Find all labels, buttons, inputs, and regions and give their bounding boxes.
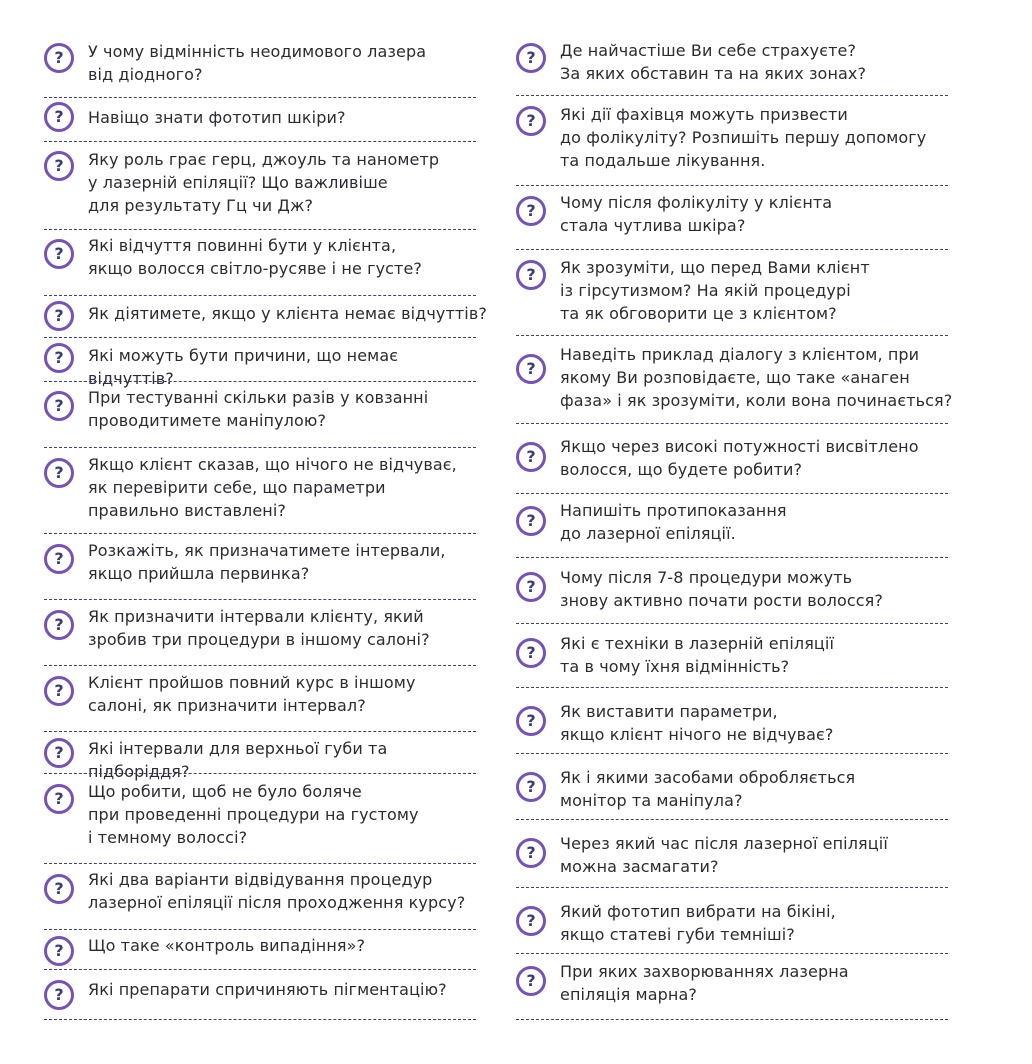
question-mark-glyph: ? xyxy=(526,911,536,930)
question-mark-glyph: ? xyxy=(54,941,64,960)
question-item xyxy=(44,970,476,1020)
question-item xyxy=(516,754,948,820)
question-mark-glyph: ? xyxy=(54,681,64,700)
question-item xyxy=(516,424,948,494)
question-mark-glyph: ? xyxy=(526,111,536,130)
question-item xyxy=(516,820,948,888)
question-mark-glyph: ? xyxy=(54,396,64,415)
question-mark-glyph: ? xyxy=(526,447,536,466)
question-text: Якщо клієнт сказав, що нічого не відчуває, як перевірити себе, що параметри правильно виставлені? xyxy=(88,455,457,520)
question-circle-icon xyxy=(44,676,74,706)
question-item xyxy=(44,666,476,732)
question-text: Де найчастіше Ви себе страхуєте? За яких обставин та на яких зонах? xyxy=(560,41,867,83)
question-mark-glyph: ? xyxy=(54,244,64,263)
question-mark-glyph: ? xyxy=(526,843,536,862)
question-circle-icon xyxy=(516,638,546,668)
question-text: При яких захворюваннях лазерна епіляція марна? xyxy=(560,962,849,1004)
question-circle-icon xyxy=(516,442,546,472)
question-text: Яку роль грає герц, джоуль та нанометр у лазерній епіляції? Що важливіше для результату Гц чи Дж? xyxy=(88,150,440,215)
question-circle-icon xyxy=(44,102,74,132)
question-item xyxy=(516,494,948,558)
question-circle-icon xyxy=(44,458,74,488)
question-circle-icon xyxy=(44,738,74,768)
question-text: Які два варіанти відвідування процедур лазерної епіляції після проходження курсу? xyxy=(88,870,466,912)
question-item xyxy=(44,146,476,230)
question-item xyxy=(516,624,948,688)
question-text: Розкажіть, як призначатимете інтервали, якщо прийшла первинка? xyxy=(88,541,446,583)
question-text: Як і якими засобами обробляється монітор та маніпула? xyxy=(560,768,856,810)
question-item xyxy=(44,600,476,666)
question-circle-icon xyxy=(516,772,546,802)
question-text: Чому після фолікуліту у клієнта стала чутлива шкіра? xyxy=(560,193,833,235)
question-text: Якщо через високі потужності висвітлено волосся, що будете робити? xyxy=(560,437,919,479)
question-text: Як виставити параметри, якщо клієнт нічого не відчуває? xyxy=(560,702,834,744)
question-circle-icon xyxy=(516,260,546,290)
question-mark-glyph: ? xyxy=(526,711,536,730)
question-circle-icon xyxy=(44,151,74,181)
right-question-column xyxy=(516,0,953,1064)
question-mark-glyph: ? xyxy=(54,789,64,808)
question-mark-glyph: ? xyxy=(54,743,64,762)
question-mark-glyph: ? xyxy=(526,971,536,990)
question-item xyxy=(516,96,948,186)
question-mark-glyph: ? xyxy=(54,985,64,1004)
question-circle-icon xyxy=(44,610,74,640)
question-mark-glyph: ? xyxy=(54,879,64,898)
question-text: Що таке «контроль випадіння»? xyxy=(88,936,366,955)
question-item xyxy=(44,774,476,864)
question-circle-icon xyxy=(516,572,546,602)
question-text: Як зрозуміти, що перед Вами клієнт із гірсутизмом? На якій процедурі та як обговорити це з клієнтом? xyxy=(560,258,870,323)
question-text: У чому відмінність неодимового лазера від діодного? xyxy=(88,42,427,84)
question-item xyxy=(44,230,476,296)
question-circle-icon xyxy=(44,784,74,814)
question-mark-glyph: ? xyxy=(526,201,536,220)
question-text: Які відчуття повинні бути у клієнта, якщо волосся світло-русяве і не густе? xyxy=(88,236,423,278)
question-item xyxy=(44,732,476,781)
question-item xyxy=(516,688,948,754)
question-circle-icon xyxy=(516,354,546,384)
question-text: Які інтервали для верхньої губи та підборіддя? xyxy=(88,739,388,781)
question-item xyxy=(44,534,476,600)
question-text: Які є техніки в лазерній епіляції та в чому їхня відмінність? xyxy=(560,634,834,676)
question-item xyxy=(516,336,953,424)
question-text: Який фототип вибрати на бікіні, якщо статеві губи темніші? xyxy=(560,902,836,944)
question-text: Клієнт пройшов повний курс в іншому салоні, як призначити інтервал? xyxy=(88,673,416,715)
question-mark-glyph: ? xyxy=(54,48,64,67)
question-mark-glyph: ? xyxy=(526,577,536,596)
question-item xyxy=(516,954,948,1020)
question-item xyxy=(516,38,948,96)
question-item xyxy=(44,296,487,338)
question-item xyxy=(516,250,948,336)
question-item xyxy=(44,98,476,142)
question-circle-icon xyxy=(516,106,546,136)
question-mark-glyph: ? xyxy=(526,777,536,796)
question-text: Як діятимете, якщо у клієнта немає відчуттів? xyxy=(88,304,487,323)
question-item xyxy=(516,558,948,624)
question-mark-glyph: ? xyxy=(54,107,64,126)
question-mark-glyph: ? xyxy=(54,615,64,634)
question-mark-glyph: ? xyxy=(54,156,64,175)
question-circle-icon xyxy=(44,43,74,73)
question-item xyxy=(516,186,948,250)
question-mark-glyph: ? xyxy=(54,549,64,568)
question-mark-glyph: ? xyxy=(526,48,536,67)
question-circle-icon xyxy=(516,43,546,73)
question-item xyxy=(44,38,476,98)
question-mark-glyph: ? xyxy=(526,511,536,530)
question-circle-icon xyxy=(44,544,74,574)
question-item xyxy=(516,888,948,954)
question-text: Напишіть протипоказання до лазерної епіляції. xyxy=(560,501,787,543)
question-circle-icon xyxy=(516,838,546,868)
question-circle-icon xyxy=(516,906,546,936)
question-circle-icon xyxy=(516,196,546,226)
question-item xyxy=(44,382,476,448)
question-item xyxy=(44,338,476,388)
question-text: Чому після 7-8 процедури можуть знову активно почати рости волосся? xyxy=(560,568,883,610)
question-circle-icon xyxy=(44,391,74,421)
question-mark-glyph: ? xyxy=(526,359,536,378)
question-text: Як призначити інтервали клієнту, який зробив три процедури в іншому салоні? xyxy=(88,607,430,649)
question-text: Які можуть бути причини, що немає відчуттів? xyxy=(88,346,399,388)
question-text: Навіщо знати фототип шкіри? xyxy=(88,108,346,127)
question-text: При тестуванні скільки разів у ковзанні проводитимете маніпулою? xyxy=(88,388,429,430)
question-circle-icon xyxy=(516,706,546,736)
question-circle-icon xyxy=(44,239,74,269)
question-circle-icon xyxy=(516,506,546,536)
question-mark-glyph: ? xyxy=(526,265,536,284)
question-text: Які дії фахівця можуть призвести до фолікуліту? Розпишіть першу допомогу та подальше лікування. xyxy=(560,105,927,170)
question-item xyxy=(44,864,476,930)
question-circle-icon xyxy=(44,343,74,373)
question-circle-icon xyxy=(44,936,74,966)
question-circle-icon xyxy=(44,301,74,331)
question-circle-icon xyxy=(44,874,74,904)
question-text: Через який час після лазерної епіляції можна засмагати? xyxy=(560,834,888,876)
question-circle-icon xyxy=(516,966,546,996)
question-item xyxy=(44,448,476,534)
question-text: Що робити, щоб не було боляче при проведенні процедури на густому і темному волоссі? xyxy=(88,782,419,847)
question-text: Які препарати спричиняють пігментацію? xyxy=(88,980,447,999)
left-question-column xyxy=(44,0,487,1064)
question-circle-icon xyxy=(44,980,74,1010)
question-item xyxy=(44,930,476,970)
question-mark-glyph: ? xyxy=(526,643,536,662)
question-mark-glyph: ? xyxy=(54,463,64,482)
question-mark-glyph: ? xyxy=(54,348,64,367)
question-mark-glyph: ? xyxy=(54,306,64,325)
question-text: Наведіть приклад діалогу з клієнтом, при якому Ви розповідаєте, що таке «анаген фаза» і як зрозуміти, коли вона починається? xyxy=(560,345,953,410)
